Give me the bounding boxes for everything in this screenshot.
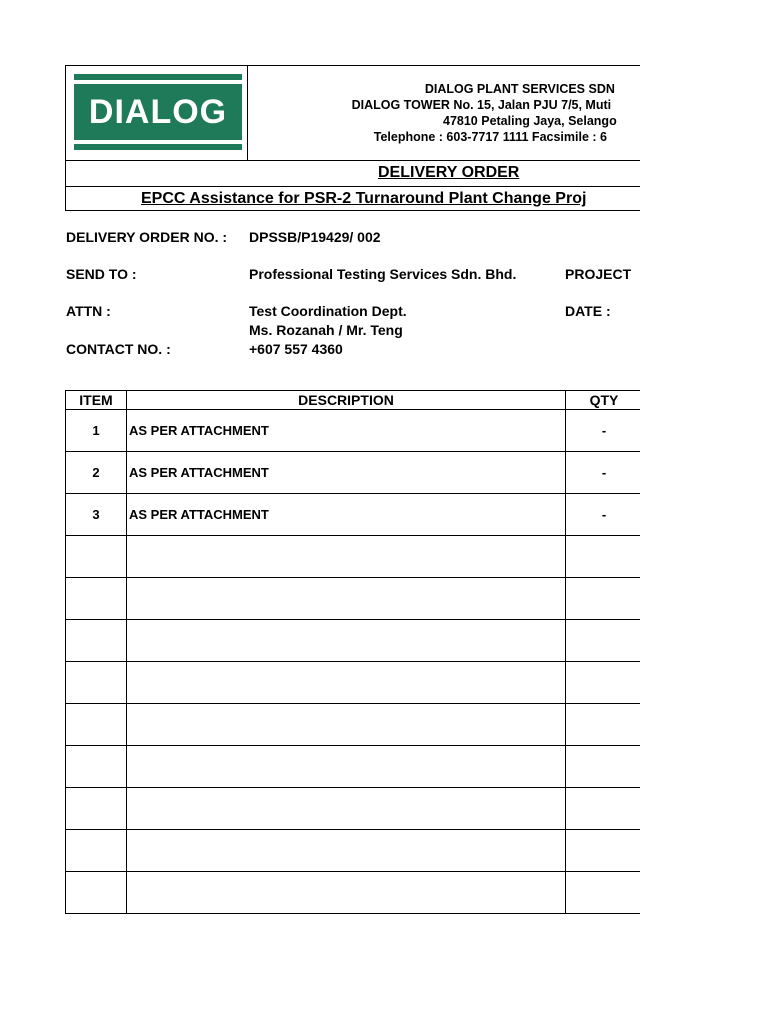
description-cell bbox=[127, 830, 566, 872]
table-row bbox=[66, 536, 641, 578]
description-cell bbox=[127, 872, 566, 914]
qty-cell bbox=[566, 830, 641, 872]
item-cell bbox=[66, 536, 127, 578]
description-cell bbox=[127, 662, 566, 704]
send-to-value: Professional Testing Services Sdn. Bhd. bbox=[249, 266, 517, 282]
header-description: DESCRIPTION bbox=[127, 391, 566, 410]
table-row bbox=[66, 830, 641, 872]
send-to-label: SEND TO : bbox=[66, 266, 137, 282]
items-table bbox=[65, 390, 640, 914]
table-row bbox=[66, 788, 641, 830]
description-cell bbox=[127, 788, 566, 830]
table-row bbox=[66, 410, 641, 452]
logo-top-bar bbox=[74, 80, 242, 84]
header-title-row bbox=[66, 160, 640, 187]
header-box bbox=[65, 65, 640, 211]
company-telephone: Telephone : 603-7717 1111 Facsimile : 6 bbox=[373, 130, 607, 144]
item-cell bbox=[66, 620, 127, 662]
item-cell bbox=[66, 746, 127, 788]
item-cell bbox=[66, 704, 127, 746]
project-label: PROJECT bbox=[565, 266, 632, 282]
table-row bbox=[66, 872, 641, 914]
qty-cell: - bbox=[566, 452, 641, 494]
attn-value-line-1: Test Coordination Dept. bbox=[249, 303, 407, 319]
logo-text: DIALOG bbox=[88, 93, 228, 131]
item-cell: 2 bbox=[66, 452, 127, 494]
date-label: DATE : bbox=[565, 303, 611, 319]
company-address bbox=[346, 81, 617, 145]
description-cell bbox=[127, 746, 566, 788]
document-title: DELIVERY ORDER bbox=[378, 164, 520, 181]
qty-cell: - bbox=[566, 410, 641, 452]
company-address-line-1: DIALOG TOWER No. 15, Jalan PJU 7/5, Muti bbox=[351, 98, 612, 112]
description-cell: AS PER ATTACHMENT bbox=[127, 494, 566, 536]
table-row bbox=[66, 662, 641, 704]
attn-value-line-2: Ms. Rozanah / Mr. Teng bbox=[249, 322, 403, 338]
item-cell: 3 bbox=[66, 494, 127, 536]
description-cell: AS PER ATTACHMENT bbox=[127, 452, 566, 494]
qty-cell bbox=[566, 872, 641, 914]
qty-cell bbox=[566, 746, 641, 788]
item-cell: 1 bbox=[66, 410, 127, 452]
description-cell bbox=[127, 704, 566, 746]
do-number-value: DPSSB/P19429/ 002 bbox=[249, 229, 381, 245]
header-top-row bbox=[66, 66, 640, 161]
table-row bbox=[66, 746, 641, 788]
table-row bbox=[66, 494, 641, 536]
description-cell bbox=[127, 578, 566, 620]
qty-cell bbox=[566, 662, 641, 704]
dialog-logo bbox=[74, 74, 242, 150]
contact-value: +607 557 4360 bbox=[249, 341, 343, 357]
table-header-row bbox=[66, 391, 641, 410]
project-title: EPCC Assistance for PSR-2 Turnaround Plant Change Proj bbox=[141, 190, 587, 207]
item-cell bbox=[66, 788, 127, 830]
description-cell bbox=[127, 536, 566, 578]
logo-bottom-bar bbox=[74, 140, 242, 144]
attn-label: ATTN : bbox=[66, 303, 111, 319]
item-cell bbox=[66, 662, 127, 704]
company-address-line-2: 47810 Petaling Jaya, Selango bbox=[443, 114, 617, 128]
company-name: DIALOG PLANT SERVICES SDN bbox=[424, 82, 615, 96]
qty-cell bbox=[566, 788, 641, 830]
item-cell bbox=[66, 872, 127, 914]
table-row bbox=[66, 704, 641, 746]
header-qty: QTY bbox=[566, 391, 641, 410]
qty-cell bbox=[566, 704, 641, 746]
item-cell bbox=[66, 578, 127, 620]
item-cell bbox=[66, 830, 127, 872]
qty-cell: - bbox=[566, 494, 641, 536]
table-row bbox=[66, 620, 641, 662]
qty-cell bbox=[566, 536, 641, 578]
table-row bbox=[66, 452, 641, 494]
description-cell: AS PER ATTACHMENT bbox=[127, 410, 566, 452]
qty-cell bbox=[566, 578, 641, 620]
contact-label: CONTACT NO. : bbox=[66, 341, 171, 357]
table-row bbox=[66, 578, 641, 620]
do-number-label: DELIVERY ORDER NO. : bbox=[66, 229, 228, 245]
qty-cell bbox=[566, 620, 641, 662]
logo-cell bbox=[66, 66, 248, 160]
header-item: ITEM bbox=[66, 391, 127, 410]
description-cell bbox=[127, 620, 566, 662]
